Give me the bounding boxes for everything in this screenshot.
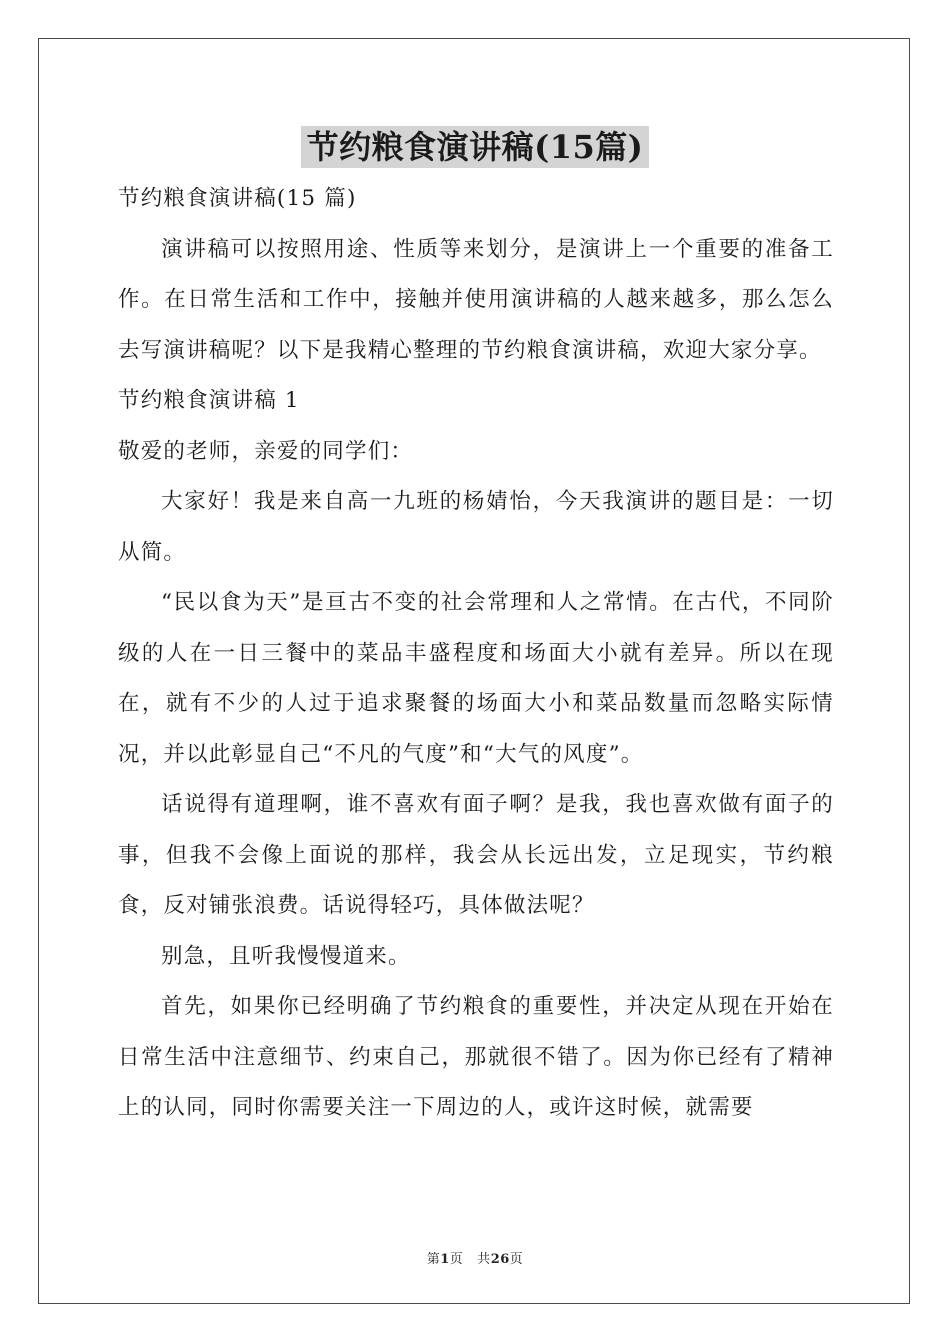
document-title: 节约粮食演讲稿(15篇) xyxy=(301,126,650,168)
footer-total-prefix: 共 xyxy=(477,1252,491,1267)
paragraph: 话说得有道理啊，谁不喜欢有面子啊？是我，我也喜欢做有面子的事，但我不会像上面说的那样，我会从长远出发，立足现实，节约粮食，反对铺张浪费。话说得轻巧，具体做法呢？ xyxy=(118,792,834,918)
paragraph: 敬爱的老师，亲爱的同学们： xyxy=(118,438,414,464)
footer-page-word: 页 xyxy=(449,1252,464,1267)
paragraph-list xyxy=(118,225,834,1134)
paragraph: “民以食为天”是亘古不变的社会常理和人之常情。在古代，不同阶级的人在一日三餐中的菜品丰盛程度和场面大小就有差异。所以在现在，就有不少的人过于追求聚餐的场面大小和菜品数量而忽略实际情况，并以此彰显自己“不凡的气度”和“大气的风度”。 xyxy=(118,590,834,767)
total-pages-number: 26 xyxy=(490,1252,510,1267)
paragraph: 大家好！我是来自高一九班的杨婧怡，今天我演讲的题目是：一切从简。 xyxy=(118,489,834,565)
page-footer xyxy=(0,1248,950,1267)
title-container xyxy=(0,126,950,168)
paragraph: 首先，如果你已经明确了节约粮食的重要性，并决定从现在开始在日常生活中注意细节、约束自己，那就很不错了。因为你已经有了精神上的认同，同时你需要关注一下周边的人，或许这时候，就需要 xyxy=(118,994,834,1120)
paragraph: 节约粮食演讲稿 1 xyxy=(118,388,300,413)
document-subtitle: 节约粮食演讲稿(15 篇) xyxy=(118,186,357,211)
paragraph: 演讲稿可以按照用途、性质等来划分，是演讲上一个重要的准备工作。在日常生活和工作中，接触并使用演讲稿的人越来越多，那么怎么去写演讲稿呢？以下是我精心整理的节约粮食演讲稿，欢迎大家分享。 xyxy=(118,236,834,363)
current-page-number: 1 xyxy=(440,1252,450,1267)
paragraph: 别急，且听我慢慢道来。 xyxy=(161,943,411,969)
footer-total-suffix: 页 xyxy=(509,1252,524,1267)
footer-prefix: 第 xyxy=(426,1252,441,1267)
document-body xyxy=(118,174,834,1134)
